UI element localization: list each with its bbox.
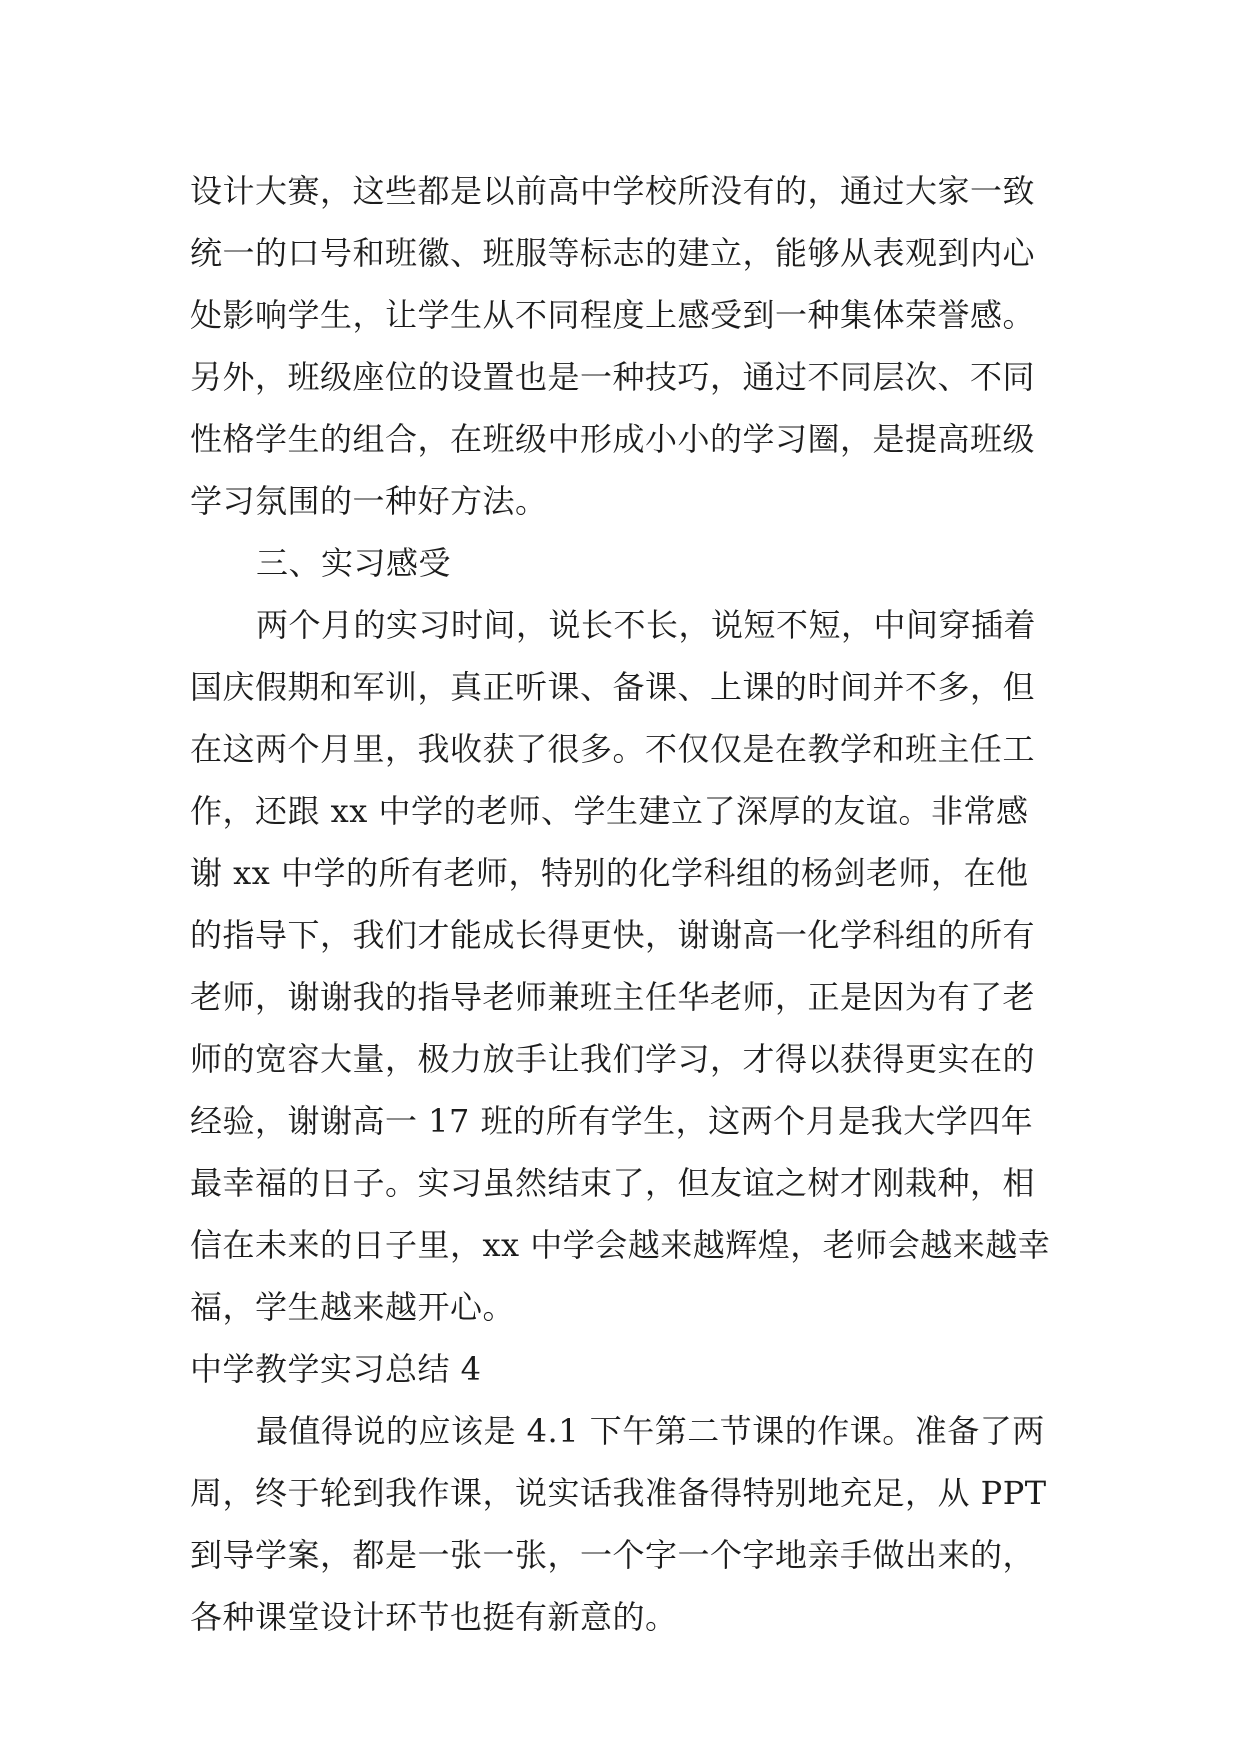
paragraph-line: 到导学案，都是一张一张，一个字一个字地亲手做出来的， [190, 1536, 1036, 1574]
paragraph-line: 老师，谢谢我的指导老师兼班主任华老师，正是因为有了老 [190, 978, 1036, 1016]
paragraph-line: 作，还跟 xx 中学的老师、学生建立了深厚的友谊。非常感 [190, 792, 1029, 830]
paragraph-line: 在这两个月里，我收获了很多。不仅仅是在教学和班主任工 [190, 730, 1036, 768]
paragraph-line: 另外，班级座位的设置也是一种技巧，通过不同层次、不同 [190, 358, 1036, 396]
paragraph-line: 各种课堂设计环节也挺有新意的。 [190, 1598, 678, 1636]
section-heading: 三、实习感受 [256, 544, 452, 582]
paragraph-line: 学习氛围的一种好方法。 [190, 482, 548, 520]
paragraph-line: 处影响学生，让学生从不同程度上感受到一种集体荣誉感。 [190, 296, 1036, 334]
paragraph-line: 两个月的实习时间，说长不长，说短不短，中间穿插着 [256, 606, 1037, 644]
paragraph-line: 最值得说的应该是 4.1 下午第二节课的作课。准备了两 [256, 1412, 1045, 1450]
paragraph-line: 性格学生的组合，在班级中形成小小的学习圈，是提高班级 [190, 420, 1036, 458]
paragraph-line: 最幸福的日子。实习虽然结束了，但友谊之树才刚栽种，相 [190, 1164, 1036, 1202]
paragraph-line: 信在未来的日子里，xx 中学会越来越辉煌，老师会越来越幸 [190, 1226, 1051, 1264]
paragraph-line: 周，终于轮到我作课，说实话我准备得特别地充足，从 PPT [190, 1474, 1047, 1512]
paragraph-line: 谢 xx 中学的所有老师，特别的化学科组的杨剑老师，在他 [190, 854, 1029, 892]
paragraph-line: 统一的口号和班徽、班服等标志的建立，能够从表观到内心 [190, 234, 1036, 272]
paragraph-line: 师的宽容大量，极力放手让我们学习，才得以获得更实在的 [190, 1040, 1036, 1078]
document-title: 中学教学实习总结 4 [190, 1350, 482, 1388]
paragraph-line: 国庆假期和军训，真正听课、备课、上课的时间并不多，但 [190, 668, 1036, 706]
paragraph-line: 设计大赛，这些都是以前高中学校所没有的，通过大家一致 [190, 172, 1036, 210]
paragraph-line: 福，学生越来越开心。 [190, 1288, 516, 1326]
paragraph-line: 经验，谢谢高一 17 班的所有学生，这两个月是我大学四年 [190, 1102, 1034, 1140]
document-body [190, 160, 1070, 1648]
paragraph-line: 的指导下，我们才能成长得更快，谢谢高一化学科组的所有 [190, 916, 1036, 954]
